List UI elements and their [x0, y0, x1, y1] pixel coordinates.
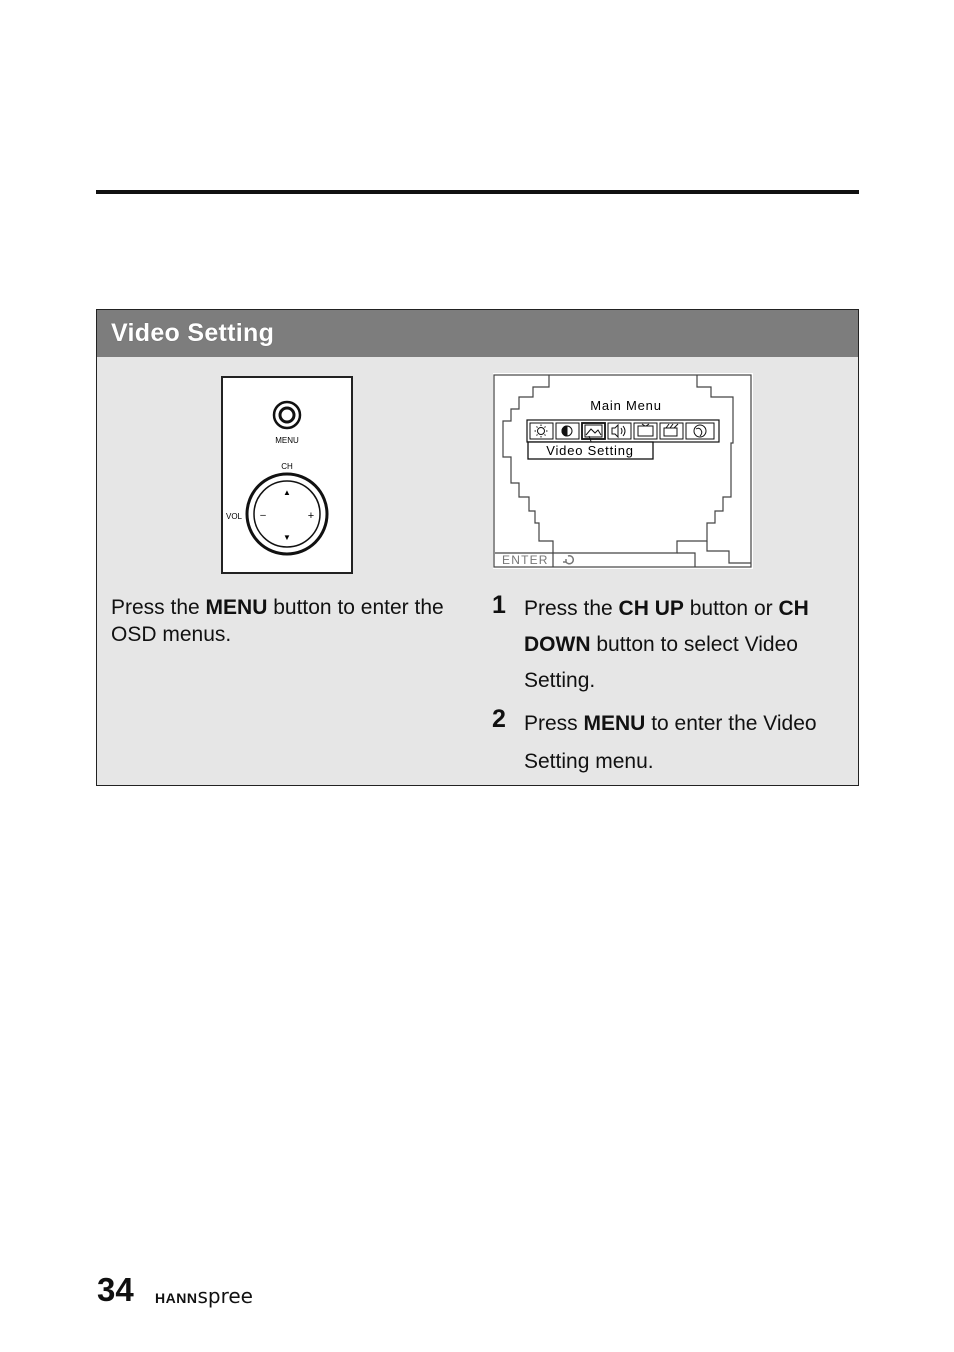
step-number: 2	[492, 705, 506, 733]
ch-label: CH	[281, 462, 293, 471]
step-2	[492, 705, 852, 781]
step-1	[492, 591, 852, 699]
control-panel-illustration	[221, 375, 355, 575]
osd-main-menu-illustration	[493, 373, 753, 569]
plus-sign: +	[307, 510, 315, 522]
osd-title: Main Menu	[590, 398, 662, 413]
osd-selected-item: Video Setting	[546, 443, 634, 458]
down-arrow-icon: ▼	[283, 533, 291, 542]
up-arrow-icon: ▲	[283, 488, 291, 497]
vol-label: VOL	[226, 512, 243, 521]
brand-logo: HANNspree	[155, 1284, 253, 1308]
step-text: Press MENU to enter the Video Setting menu.	[524, 712, 817, 773]
step-number: 1	[492, 591, 506, 619]
panel-title: Video Setting	[97, 310, 858, 357]
page-number: 34	[97, 1271, 134, 1308]
menu-keyword: MENU	[205, 596, 268, 619]
instruction-intro: Press the MENU button to enter the OSD menus.	[111, 596, 444, 646]
minus-sign: –	[260, 510, 266, 521]
osd-enter-label: ENTER	[502, 553, 549, 567]
header-rule	[96, 190, 859, 194]
menu-label: MENU	[275, 436, 299, 445]
video-setting-panel	[96, 309, 859, 786]
step-text: Press the CH UP button or CH DOWN button to select Video Setting.	[524, 597, 809, 692]
